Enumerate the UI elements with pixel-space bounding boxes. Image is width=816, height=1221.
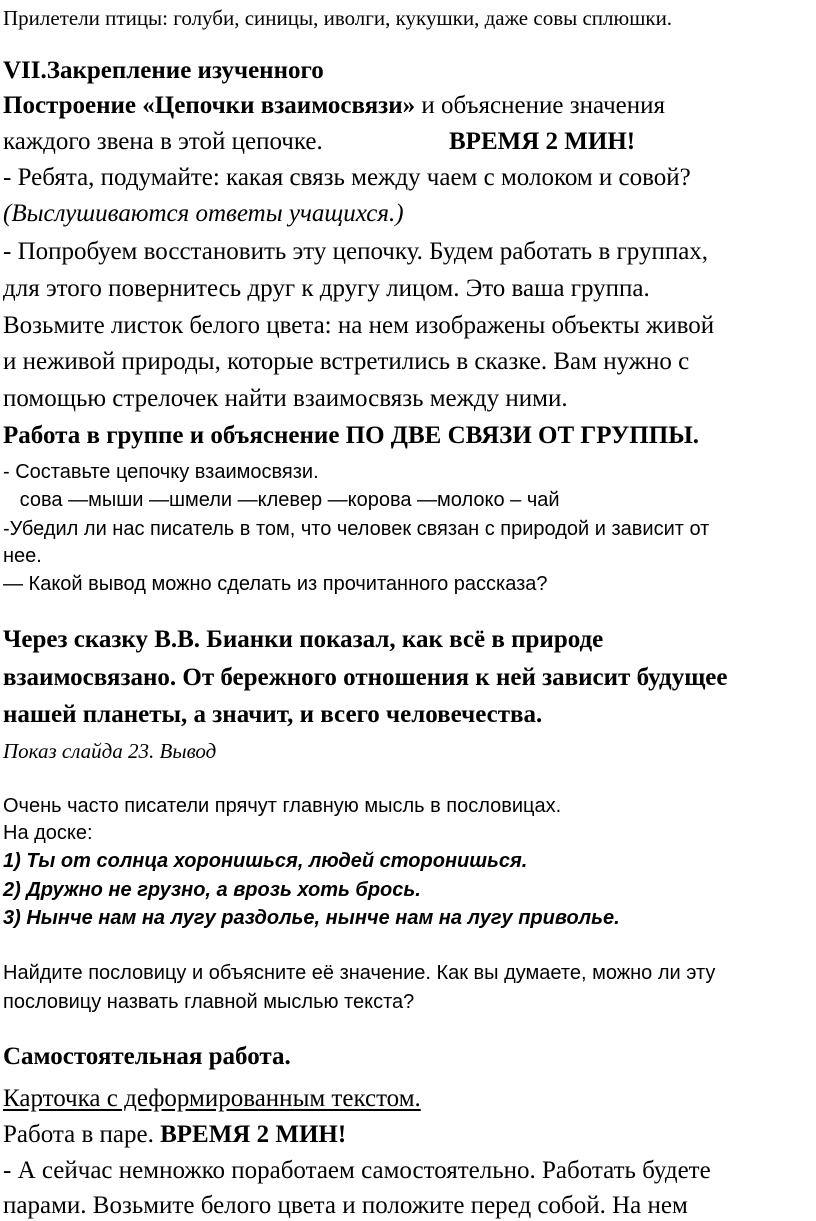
pair-work-line [3,1121,346,1149]
board-label: На доске: [3,822,93,844]
chain-task-line-2: каждого звена в этой цепочке. [3,128,323,155]
slide-note: Показ слайда 23. Вывод [3,739,217,763]
chain-task-rest: и объяснение значения [415,92,665,119]
card-line: Карточка с деформированным текстом. [3,1085,421,1112]
independent-heading: Самостоятельная работа. [3,1043,291,1070]
make-chain-line: - Составьте цепочку взаимосвязи. [3,461,319,483]
proverbs-intro: Очень часто писатели прячут главную мысль в пословицах. [3,795,562,817]
proverb-1: 1) Ты от солнца хоронишься, людей сторонишься. [3,850,528,872]
find-proverb-line-2: пословицу назвать главной мыслью текста? [3,991,415,1013]
proverb-3: 3) Нынче нам на лугу раздолье, нынче нам на лугу приволье. [3,907,620,929]
birds-line: Прилетели птицы: голуби, синицы, иволги, кукушки, даже совы сплюшки. [3,6,673,30]
group-work-heading: Работа в группе и объяснение ПО ДВЕ СВЯЗИ ОТ ГРУППЫ. [3,422,699,449]
restore-line-2: для этого повернитесь друг к другу лицом. Это ваша группа. [3,275,650,302]
chain-line: сова —мыши —шмели —клевер —корова —молоко – чай [3,489,560,511]
section-heading: VII.Закрепление изученного [3,57,324,84]
restore-line-4: и неживой природы, которые встретились в сказке. Вам нужно с [3,348,690,375]
find-proverb-line-1: Найдите пословицу и объясните её значение. Как вы думаете, можно ли эту [3,962,716,984]
conclusion-line-3: нашей планеты, а значит, и всего человечества. [3,701,543,728]
restore-line-5: помощью стрелочек найти взаимосвязь между ними. [3,385,568,412]
answers-note: (Выслушиваются ответы учащихся.) [3,200,404,227]
restore-line-3: Возьмите листок белого цвета: на нем изображены объекты живой [3,312,715,339]
time-label-2: ВРЕМЯ 2 МИН! [160,1121,347,1148]
chain-task-bold: Построение «Цепочки взаимосвязи» [3,92,416,119]
convinced-line-2: нее. [3,545,42,567]
time-label-1: ВРЕМЯ 2 МИН! [449,128,636,155]
question-tea: - Ребята, подумайте: какая связь между чаем с молоком и совой? [3,164,691,191]
conclusion-line-2: взаимосвязано. От бережного отношения к ней зависит будущее [3,664,728,691]
final-line-1: - А сейчас немножко поработаем самостоятельно. Работать будете [3,1157,711,1184]
proverb-2: 2) Дружно не грузно, а врозь хоть брось. [3,879,421,901]
chain-task-line [3,92,665,120]
convinced-line-1: -Убедил ли нас писатель в том, что человек связан с природой и зависит от [3,518,710,540]
conclusion-line-1: Через сказку В.В. Бианки показал, как всё в природе [3,626,604,653]
conclusion-question: — Какой вывод можно сделать из прочитанного рассказа? [3,573,548,595]
final-line-2: парами. Возьмите белого цвета и положите перед собой. На нем [3,1192,688,1219]
restore-line-1: - Попробуем восстановить эту цепочку. Будем работать в группах, [3,238,709,265]
pair-work-label: Работа в паре. [3,1121,161,1148]
